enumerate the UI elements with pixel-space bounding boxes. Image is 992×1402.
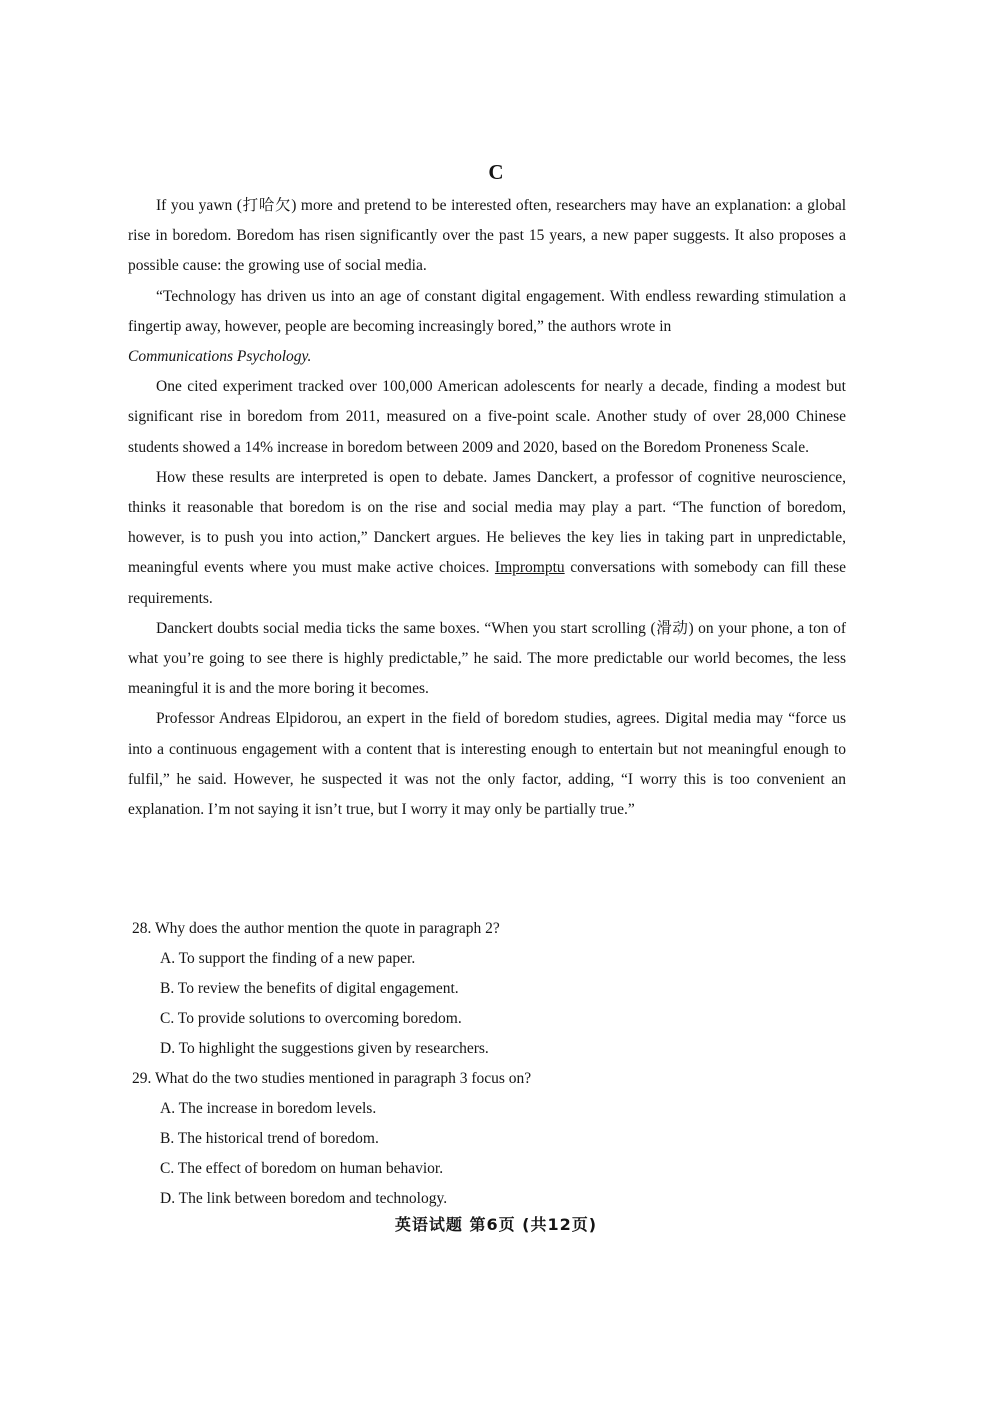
option-a: A. The increase in boredom levels.	[160, 1100, 377, 1117]
paragraph-1: If you yawn (打哈欠) more and pretend to be interested often, researchers may have an explanation: a global rise in boredom. Boredom has risen significantly over the past 15 years, a new paper suggests. It also proposes a possible cause: the growing use of social media.	[128, 197, 846, 275]
option-b: B. The historical trend of boredom.	[160, 1130, 379, 1147]
question-stem: 29. What do the two studies mentioned in paragraph 3 focus on?	[132, 1070, 532, 1087]
option-d: D. The link between boredom and technology.	[160, 1190, 448, 1207]
paragraph-3: One cited experiment tracked over 100,000 American adolescents for nearly a decade, finding a modest but significant rise in boredom from 2011, measured on a five-point scale. Another study of over 28,000 Chinese students showed a 14% increase in boredom between 2009 and 2020, based on the Boredom Proneness Scale.	[128, 378, 846, 456]
journal-name: Communications Psychology.	[128, 348, 312, 366]
question-28	[132, 914, 846, 1064]
question-stem: 28. Why does the author mention the quote in paragraph 2?	[132, 920, 500, 937]
option-c: C. To provide solutions to overcoming boredom.	[160, 1010, 462, 1027]
option-a: A. To support the finding of a new paper.	[160, 950, 416, 967]
paragraph-4-text: How these results are interpreted is open to debate. James Danckert, a professor of cognitive neuroscience, thinks it reasonable that boredom is on the rise and social media may play a part. “The function of boredom, however, is to push you into action,” Danckert argues. He believes the key lies in taking part in unpredictable, meaningful events where you must make active choices.	[128, 468, 846, 577]
paragraph-4	[128, 463, 846, 614]
question-29	[132, 1064, 846, 1214]
question-list	[132, 914, 846, 1214]
paragraph-4-ending: conversations with somebody can fill these requirements.	[128, 559, 847, 607]
reading-passage	[128, 191, 846, 825]
section-heading: C	[488, 160, 504, 184]
paragraph-6: Professor Andreas Elpidorou, an expert in the field of boredom studies, agrees. Digital media may “force us into a continuous engagement with a content that is interesting enough to entertain but not meaningful enough to fulfil,” he said. However, he suspected it was not the only factor, adding, “I worry this is too convenient an explanation. I’m not saying it isn’t true, but I worry it may only be partially true.”	[128, 710, 846, 819]
underlined-word: Impromptu	[494, 559, 565, 577]
option-c: C. The effect of boredom on human behavior.	[160, 1160, 444, 1177]
option-b: B. To review the benefits of digital engagement.	[160, 980, 459, 997]
paragraph-5: Danckert doubts social media ticks the same boxes. “When you start scrolling (滑动) on your phone, a ton of what you’re going to see there is highly predictable,” he said. The more predictable our world becomes, the less meaningful it is and the more boring it becomes.	[128, 619, 846, 698]
paragraph-2: “Technology has driven us into an age of constant digital engagement. With endless rewarding stimulation a fingertip away, however, people are becoming increasingly bored,” the authors wrote in	[128, 287, 846, 335]
option-d: D. To highlight the suggestions given by researchers.	[160, 1040, 489, 1057]
page-footer: 英语试题 第6页 (共12页)	[394, 1215, 598, 1234]
